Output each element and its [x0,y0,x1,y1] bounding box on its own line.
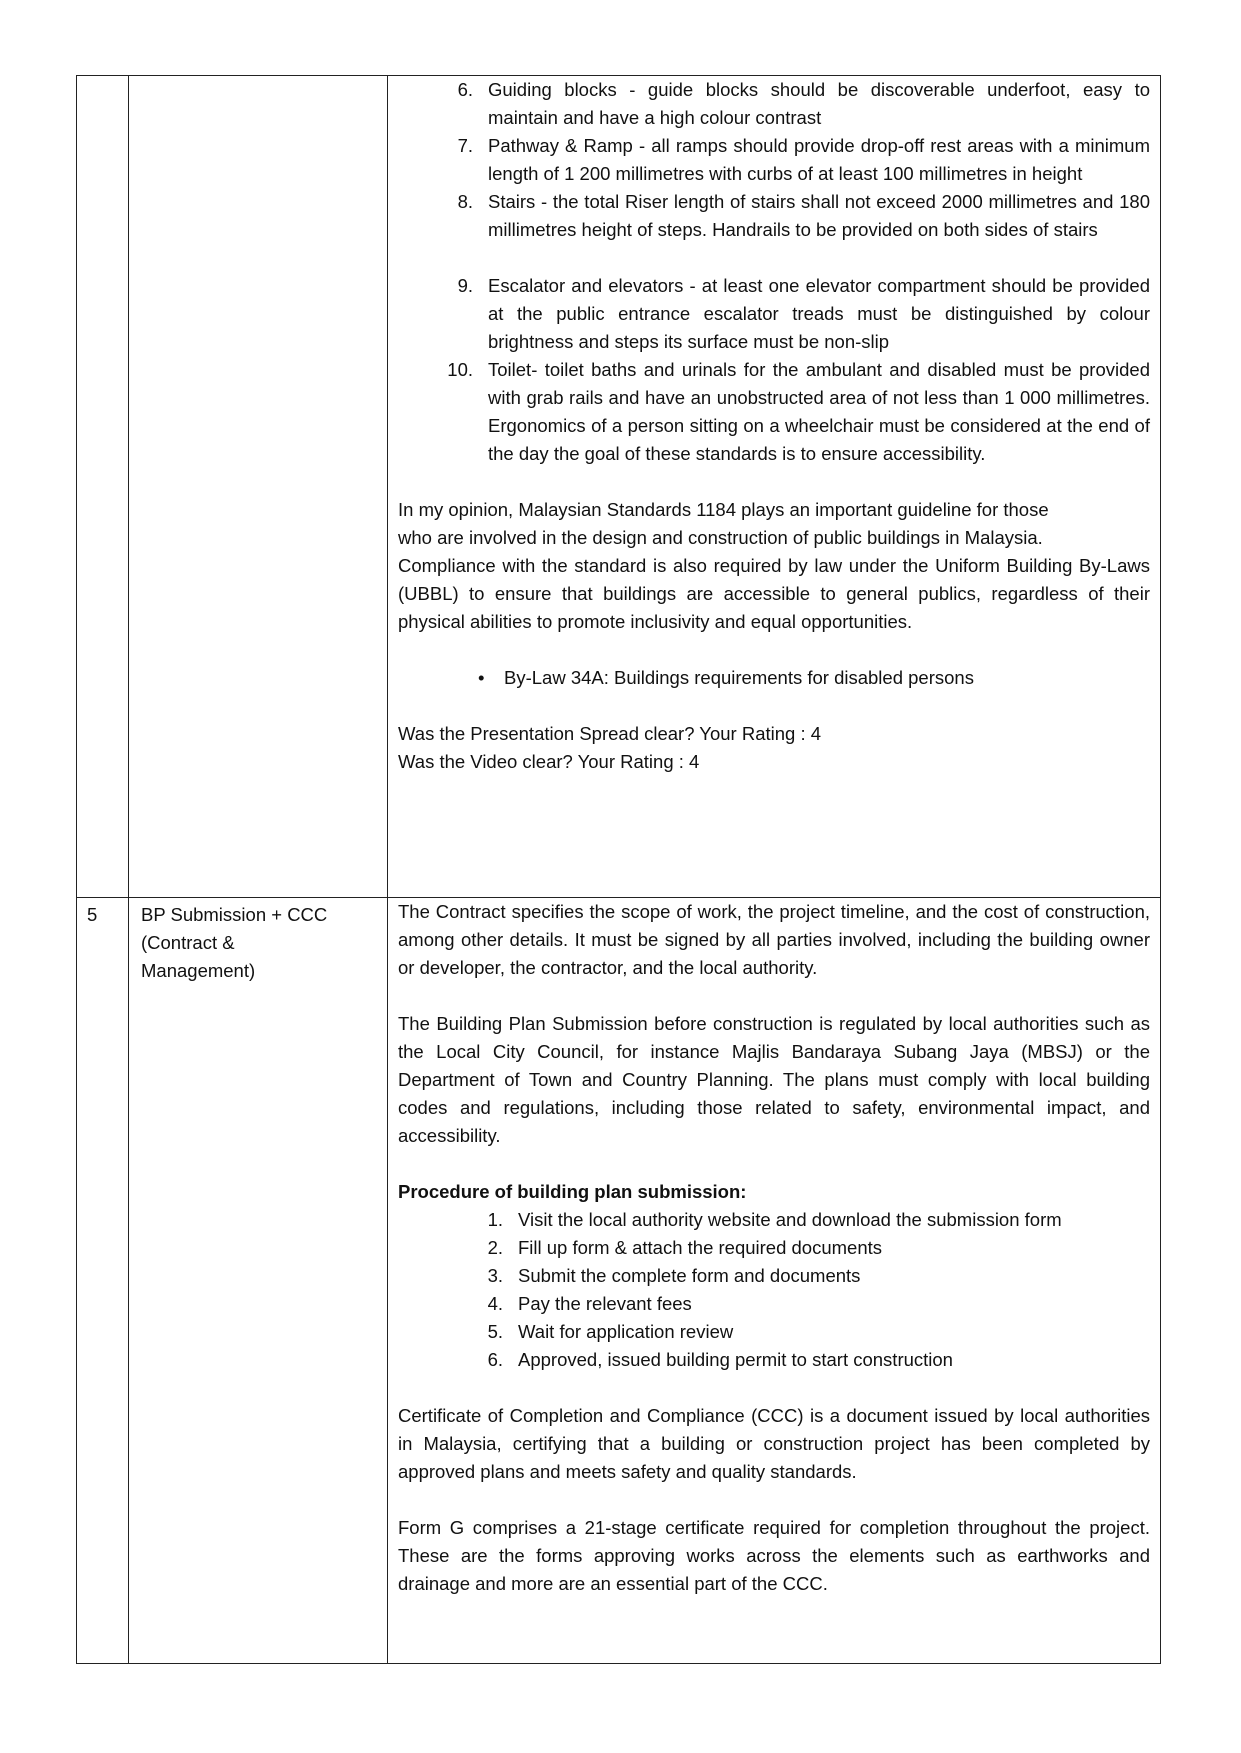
row-number-cell: 5 [77,898,129,1664]
row-number-cell [77,76,129,898]
table-row [77,898,1161,1664]
opinion-line-1: In my opinion, Malaysian Standards 1184 plays an important guideline for those [398,499,1049,520]
list-item: 10. Toilet- toilet baths and urinals for the ambulant and disabled must be provided with grab rails and have an unobstructed area of not less than 1 000 millimetres. Ergonomics of a person sitting on a wheelchair must be considered at the end of the day the goal of these standards is to ensure accessibility. [447,359,1150,464]
list-item: 1. Visit the local authority website and download the submission form [487,1209,1062,1230]
contract-paragraph: The Contract specifies the scope of work, the project timeline, and the cost of construction, among other details. It must be signed by all parties involved, including the building owner or developer, the contractor, and the local authority. [398,901,1150,978]
list-item: 4. Pay the relevant fees [487,1293,692,1314]
assessment-table [76,75,1161,1664]
procedure-list [466,1206,1150,1374]
rating-video: Was the Video clear? Your Rating : 4 [398,751,700,772]
content-cell [388,898,1161,1664]
topic-line-1: BP Submission + CCC [141,904,328,925]
list-item: 8. Stairs - the total Riser length of stairs shall not exceed 2000 millimetres and 180 millimetres height of steps. Handrails to be provided on both sides of stairs [457,191,1150,240]
bylaw-bullet [478,664,1150,692]
formg-paragraph: Form G comprises a 21-stage certificate required for completion throughout the project. These are the forms approving works across the elements such as earthworks and drainage and more are an essential part of the CCC. [398,1517,1150,1594]
opinion-line-2: who are involved in the design and construction of public buildings in Malaysia. [398,527,1043,548]
list-item: 9. Escalator and elevators - at least one elevator compartment should be provided at the public entrance escalator treads must be distinguished by colour brightness and steps its surface must be non-slip [457,275,1150,352]
bylaw-text: By-Law 34A: Buildings requirements for disabled persons [504,667,974,688]
opinion-paragraph: Compliance with the standard is also required by law under the Uniform Building By-Laws (UBBL) to ensure that buildings are accessible to general publics, regardless of their physical abilities to promote inclusivity and equal opportunities. [398,555,1150,632]
content-cell [388,76,1161,898]
procedure-heading: Procedure of building plan submission: [398,1181,747,1202]
list-item: 7. Pathway & Ramp - all ramps should provide drop-off rest areas with a minimum length of 1 200 millimetres with curbs of at least 100 millimetres in height [457,135,1150,184]
topic-cell [129,898,388,1664]
standards-list-continued [436,272,1150,468]
list-item: 6. Approved, issued building permit to start construction [487,1349,953,1370]
topic-cell [129,76,388,898]
list-item: 6. Guiding blocks - guide blocks should be discoverable underfoot, easy to maintain and have a high colour contrast [457,79,1150,128]
standards-list [436,76,1150,244]
rating-presentation: Was the Presentation Spread clear? Your Rating : 4 [398,723,822,744]
bp-paragraph: The Building Plan Submission before construction is regulated by local authorities such as the Local City Council, for instance Majlis Bandaraya Subang Jaya (MBSJ) or the Department of Town and Country Planning. The plans must comply with local building codes and regulations, including those related to safety, environmental impact, and accessibility. [398,1013,1150,1146]
ccc-paragraph: Certificate of Completion and Compliance (CCC) is a document issued by local authorities in Malaysia, certifying that a building or construction project has been completed by approved plans and meets safety and quality standards. [398,1405,1150,1482]
topic-line-3: Management) [141,960,256,981]
list-item: 2. Fill up form & attach the required documents [487,1237,883,1258]
table-row [77,76,1161,898]
bullet-icon: • [478,667,485,688]
topic-line-2: (Contract & [141,932,235,953]
list-item: 5. Wait for application review [487,1321,734,1342]
list-item: 3. Submit the complete form and documents [487,1265,861,1286]
